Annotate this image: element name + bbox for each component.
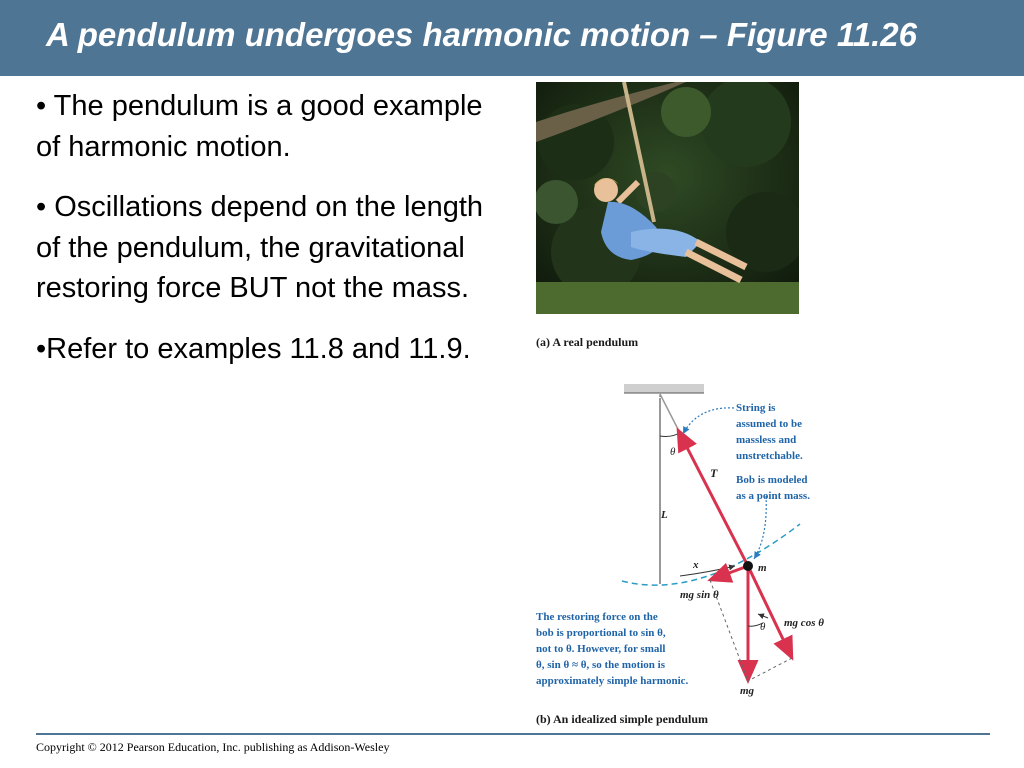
ceiling [624, 384, 704, 393]
mg-cos-arrow [748, 566, 792, 658]
mg-cos-label: mg cos θ [784, 617, 824, 629]
mass-label: m [758, 562, 767, 574]
mg-label: mg [740, 685, 755, 697]
theta-bottom-label: θ [760, 621, 766, 633]
svg-text:The restoring force on the: The restoring force on the [536, 611, 658, 623]
tension-label: T [710, 466, 718, 480]
title-bar [0, 0, 1024, 76]
svg-text:θ, sin θ ≈ θ, so the motion is: θ, sin θ ≈ θ, so the motion is [536, 659, 665, 671]
bullet-item: •Refer to examples 11.8 and 11.9. [36, 332, 471, 365]
bullet-list [36, 86, 491, 389]
bullet-item: • The pendulum is a good example of harmonic motion. [36, 90, 483, 163]
swing-photo [536, 82, 799, 314]
svg-text:Bob is modeled: Bob is modeled [736, 474, 808, 486]
x-label: x [693, 559, 699, 571]
svg-text:as a point mass.: as a point mass. [736, 490, 810, 502]
svg-text:unstretchable.: unstretchable. [736, 450, 803, 462]
caption-a: (a) A real pendulum [536, 335, 639, 349]
motion-arc [622, 524, 800, 585]
svg-text:String is: String is [736, 402, 776, 414]
string-note [736, 402, 803, 462]
copyright-footer: Copyright © 2012 Pearson Education, Inc. publishing as Addison-Wesley [36, 740, 390, 754]
svg-text:bob is proportional to sin θ,: bob is proportional to sin θ, [536, 627, 666, 639]
footer-divider [36, 733, 990, 735]
pendulum-diagram [530, 376, 860, 721]
slide-title: A pendulum undergoes harmonic motion – Figure 11.26 [46, 16, 917, 53]
svg-text:assumed to be: assumed to be [736, 418, 803, 430]
pendulum-bob [743, 561, 753, 571]
caption-b: (b) An idealized simple pendulum [536, 712, 709, 726]
svg-text:approximately simple harmonic.: approximately simple harmonic. [536, 675, 689, 687]
bullet-item: • Oscillations depend on the length of the pendulum, the gravitational restoring force BUT not the mass. [36, 191, 484, 304]
mg-sin-label: mg sin θ [680, 589, 719, 601]
bob-note [736, 474, 810, 502]
svg-text:not to θ. However, for small: not to θ. However, for small [536, 643, 666, 655]
theta-top-label: θ [670, 446, 676, 458]
force-note [536, 611, 689, 687]
svg-text:massless and: massless and [736, 434, 797, 446]
length-label: L [661, 509, 668, 521]
